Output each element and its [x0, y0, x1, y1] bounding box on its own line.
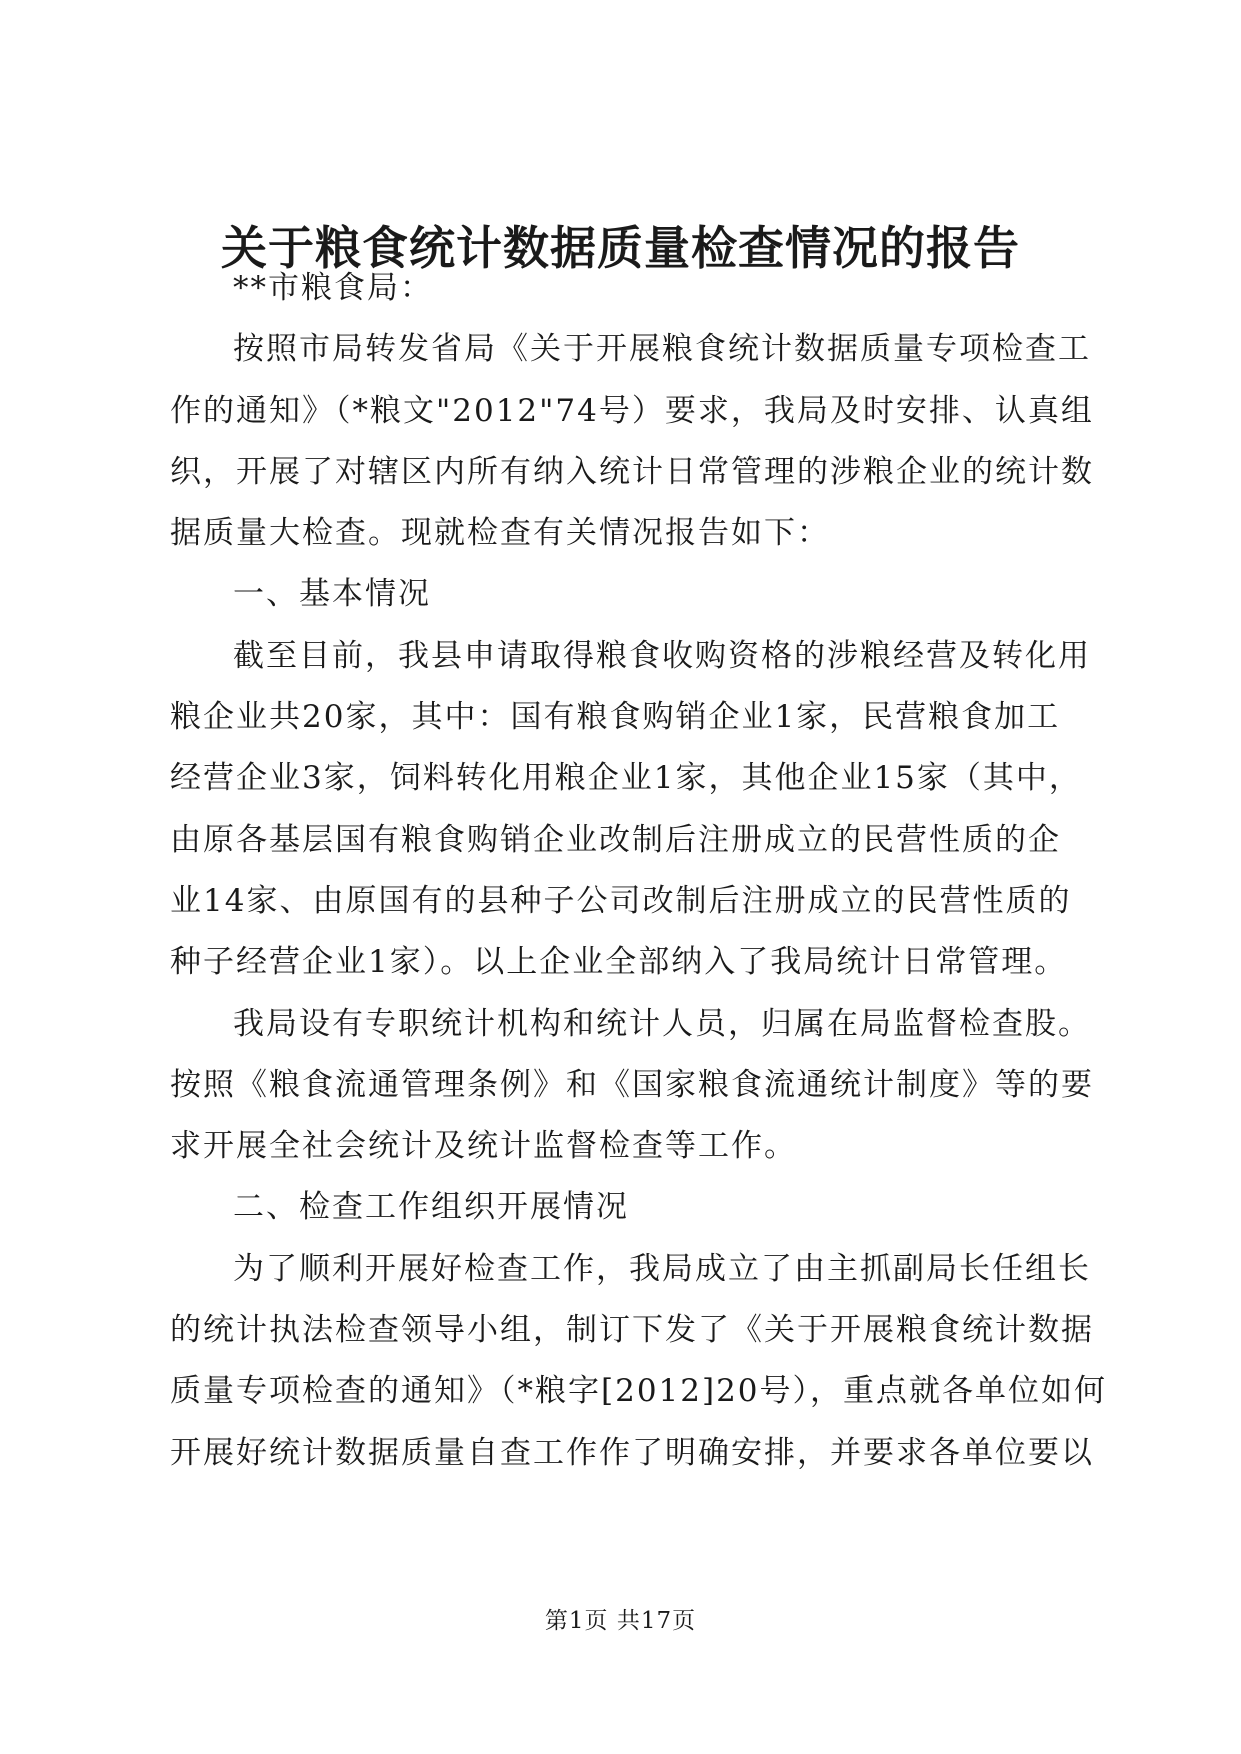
body-line: 质量专项检查的通知》（*粮字[2012]20号），重点就各单位如何: [170, 1373, 1108, 1410]
body-line: 种子经营企业1家）。以上企业全部纳入了我局统计日常管理。: [170, 944, 1068, 981]
body-line: 粮企业共20家，其中：国有粮食购销企业1家，民营粮食加工: [170, 699, 1061, 736]
body-line: 据质量大检查。现就检查有关情况报告如下：: [170, 515, 830, 552]
salutation-line: **市粮食局：: [233, 270, 433, 306]
body-line: 业14家、由原国有的县种子公司改制后注册成立的民营性质的: [170, 882, 1072, 919]
body-line: 的统计执法检查领导小组，制订下发了《关于开展粮食统计数据: [170, 1312, 1094, 1349]
document-title: 关于粮食统计数据质量检查情况的报告: [221, 221, 1020, 275]
body-line: 我局设有专职统计机构和统计人员，归属在局监督检查股。: [233, 1005, 1091, 1042]
section-heading-basic: 一、基本情况: [233, 576, 431, 613]
body-line: 织，开展了对辖区内所有纳入统计日常管理的涉粮企业的统计数: [170, 453, 1094, 490]
body-line: 按照市局转发省局《关于开展粮食统计数据质量专项检查工: [233, 331, 1091, 368]
page-indicator: 第1页 共17页: [544, 1608, 697, 1634]
body-line: 截至目前，我县申请取得粮食收购资格的涉粮经营及转化用: [233, 637, 1091, 674]
body-line: 按照《粮食流通管理条例》和《国家粮食流通统计制度》等的要: [170, 1066, 1094, 1103]
document-body: [170, 258, 1108, 1484]
body-line: 由原各基层国有粮食购销企业改制后注册成立的民营性质的企: [170, 821, 1061, 858]
body-line: 开展好统计数据质量自查工作作了明确安排，并要求各单位要以: [170, 1434, 1094, 1471]
body-line: 求开展全社会统计及统计监督检查等工作。: [170, 1128, 797, 1165]
body-line: 经营企业3家，饲料转化用粮企业1家，其他企业15家（其中，: [170, 760, 1082, 797]
body-line: 作的通知》（*粮文"2012"74号）要求，我局及时安排、认真组: [170, 392, 1094, 429]
body-line: 为了顺利开展好检查工作，我局成立了由主抓副局长任组长: [233, 1250, 1091, 1287]
section-heading-inspection: 二、检查工作组织开展情况: [233, 1189, 629, 1226]
